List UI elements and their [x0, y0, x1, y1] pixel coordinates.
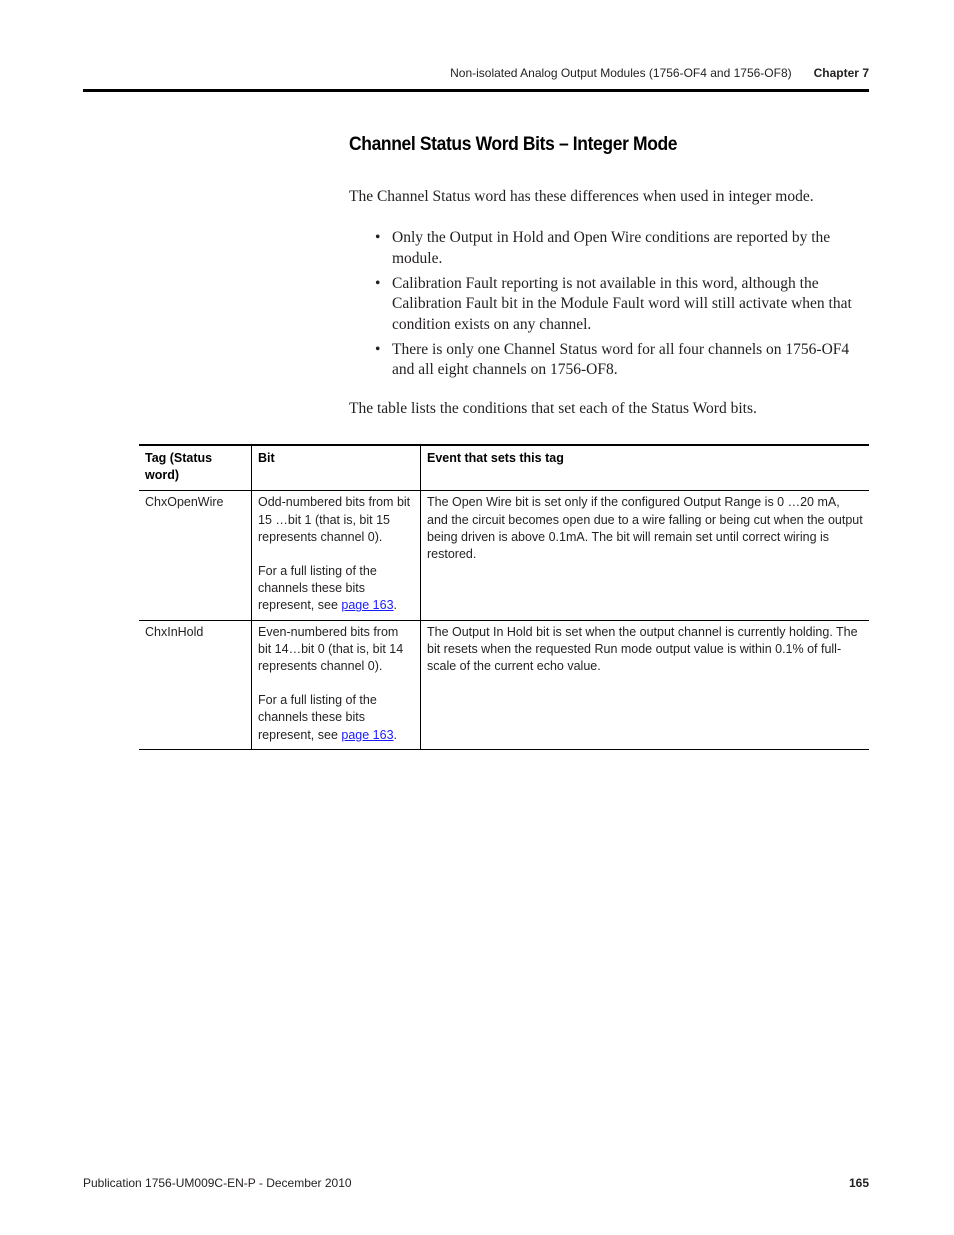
- event-cell: The Output In Hold bit is set when the output channel is currently holding. The bit resets when the requested Run mode output value is within 0.1% of full-scale of the current echo value.: [421, 620, 870, 749]
- reference-suffix: .: [393, 727, 398, 742]
- bit-description: Odd-numbered bits from bit 15 …bit 1 (that is, bit 15 represents channel 0).: [258, 495, 411, 544]
- bit-cell: [252, 491, 421, 620]
- tag-cell: ChxInHold: [145, 624, 204, 639]
- list-item: [375, 274, 869, 336]
- list-item: [375, 340, 869, 381]
- section-title: Channel Status Word Bits – Integer Mode: [349, 134, 678, 155]
- bullet-icon: •: [375, 229, 381, 246]
- bullet-text: Only the Output in Hold and Open Wire conditions are reported by the module.: [392, 229, 831, 267]
- bullet-text: Calibration Fault reporting is not available in this word, although the Calibration Fault bit in the Module Fault word will still activate when that condition exists on any channel.: [392, 274, 852, 333]
- list-item: [375, 228, 869, 269]
- event-cell: The Open Wire bit is set only if the configured Output Range is 0 …20 mA, and the circuit becomes open due to a wire falling or being cut when the output being driven is above 0.1mA. The bit will remain set until correct wiring is restored.: [421, 491, 870, 620]
- table-row: [139, 620, 869, 749]
- column-header-event: Event that sets this tag: [421, 445, 870, 491]
- column-header-tag: Tag (Status word): [145, 451, 213, 483]
- table-row: [139, 491, 869, 620]
- bullet-icon: •: [375, 274, 381, 292]
- table-intro-paragraph: The table lists the conditions that set each of the Status Word bits.: [349, 400, 757, 417]
- bit-reference: [258, 692, 414, 744]
- table-header-row: [139, 445, 869, 491]
- header-rule: [83, 89, 869, 92]
- page-footer: [83, 1176, 869, 1190]
- page-link[interactable]: page 163: [341, 598, 394, 613]
- publication-label: Publication 1756-UM009C-EN-P - December 2010: [83, 1176, 352, 1190]
- reference-text: For a full listing of the channels these bits represent, see: [258, 693, 377, 742]
- intro-paragraph: The Channel Status word has these differences when used in integer mode.: [349, 188, 814, 205]
- column-header-bit: Bit: [252, 445, 421, 491]
- status-word-table: [139, 444, 869, 750]
- bit-description: Even-numbered bits from bit 14…bit 0 (that is, bit 14 represents channel 0).: [258, 624, 404, 674]
- running-header: [450, 66, 869, 80]
- reference-suffix: .: [393, 598, 398, 613]
- bit-cell: [252, 620, 421, 749]
- bullet-list: [375, 228, 869, 385]
- page-link[interactable]: page 163: [341, 727, 394, 742]
- page-number: 165: [848, 1176, 869, 1190]
- reference-text: For a full listing of the channels these bits represent, see: [258, 564, 377, 613]
- tag-cell: ChxOpenWire: [145, 495, 224, 510]
- bullet-icon: •: [375, 340, 381, 358]
- running-title: Non-isolated Analog Output Modules (1756-OF4 and 1756-OF8): [450, 66, 792, 80]
- bit-reference: [258, 563, 414, 615]
- bullet-text: There is only one Channel Status word for all four channels on 1756-OF4 and all eight channels on 1756-OF8.: [392, 340, 850, 378]
- chapter-label: Chapter 7: [813, 66, 869, 80]
